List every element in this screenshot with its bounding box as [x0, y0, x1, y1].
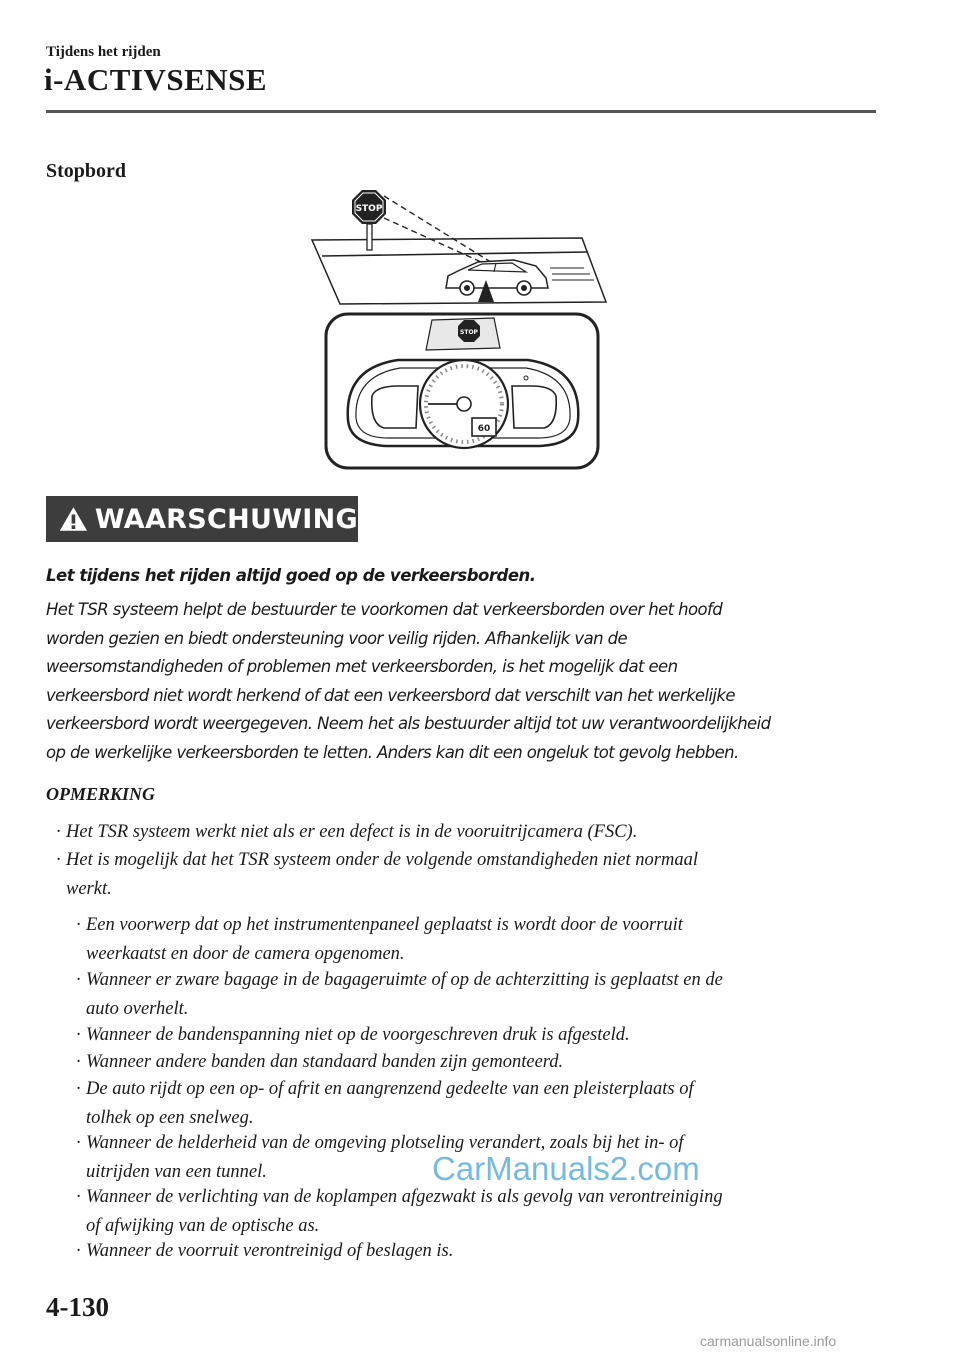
- bullet-dot: ·: [76, 1052, 81, 1072]
- bullet-line: Wanneer de bandenspanning niet op de voorgeschreven druk is afgesteld.: [86, 1025, 630, 1045]
- list-item: [76, 1075, 694, 1132]
- bullet-dot: ·: [76, 1025, 81, 1045]
- bullet-line: weerkaatst en door de camera opgenomen.: [86, 943, 405, 964]
- stop-sign-illustration: [300, 182, 620, 472]
- bullet-line: tolhek op een snelweg.: [86, 1107, 254, 1128]
- stop-sign-text: STOP: [355, 204, 383, 214]
- bullet-line: auto overhelt.: [86, 998, 189, 1019]
- warning-line: Het TSR systeem helpt de bestuurder te voorkomen dat verkeersborden over het hoofd: [46, 600, 723, 619]
- list-item: [56, 818, 637, 847]
- bullet-line: Het TSR systeem werkt niet als er een defect is in de vooruitrijcamera (FSC).: [66, 822, 638, 842]
- warning-label: WAARSCHUWING: [94, 503, 358, 535]
- bullet-dot: ·: [76, 1187, 81, 1207]
- bullet-line: Wanneer er zware bagage in de bagageruimte of op de achterzitting is geplaatst en de: [86, 970, 723, 990]
- list-item: [76, 911, 683, 968]
- warning-bold-line: Let tijdens het rijden altijd goed op de verkeersborden.: [46, 566, 536, 585]
- bullet-dot: ·: [76, 1241, 81, 1261]
- bullet-line: Wanneer de voorruit verontreinigd of beslagen is.: [86, 1241, 454, 1261]
- page-number: 4-130: [46, 1292, 109, 1322]
- cluster-stop-text: STOP: [460, 329, 478, 336]
- bullet-dot: ·: [56, 850, 61, 870]
- watermark-footer: carmanualsonline.info: [700, 1333, 837, 1349]
- bullet-line: De auto rijdt op een op- of afrit en aangrenzend gedeelte van een pleisterplaats of: [86, 1079, 694, 1099]
- bullet-line: Wanneer de helderheid van de omgeving plotseling verandert, zoals bij het in- of: [86, 1133, 684, 1153]
- warning-line: verkeersbord wordt weergegeven. Neem het als bestuurder altijd tot uw verantwoordelijkheid: [46, 714, 771, 733]
- warning-line: op de werkelijke verkeersborden te letten. Anders kan dit een ongeluk tot gevolg hebben.: [46, 742, 739, 762]
- list-item: [76, 1237, 453, 1266]
- warning-line: worden gezien en biedt ondersteuning voor veilig rijden. Afhankelijk van de: [46, 628, 628, 648]
- bullet-dot: ·: [76, 1133, 81, 1153]
- bullet-line: werkt.: [66, 878, 112, 899]
- note-title: OPMERKING: [46, 784, 156, 804]
- bullet-dot: ·: [76, 970, 81, 990]
- warning-banner: [46, 496, 358, 542]
- bullet-dot: ·: [76, 1079, 81, 1099]
- header-title: i-ACTIVSENSE: [44, 62, 268, 97]
- bullet-dot: ·: [76, 915, 81, 935]
- bullet-line: uitrijden van een tunnel.: [86, 1161, 267, 1182]
- list-item: [76, 1021, 630, 1050]
- watermark-carmanuals: CarManuals2.com: [432, 1150, 700, 1187]
- list-item: [76, 1048, 563, 1077]
- list-item: [76, 1183, 723, 1240]
- header-divider: [46, 110, 876, 113]
- bullet-line: of afwijking van de optische as.: [86, 1215, 320, 1236]
- warning-line: weersomstandigheden of problemen met verkeersborden, is het mogelijk dat een: [46, 657, 678, 676]
- list-item: [76, 966, 723, 1023]
- list-item: [56, 846, 698, 903]
- warning-text: [46, 596, 880, 767]
- warning-triangle-icon: [58, 504, 89, 534]
- warning-line: verkeersbord niet wordt herkend of dat een verkeersbord dat verschilt van het werkelijke: [46, 685, 735, 705]
- bullet-dot: ·: [56, 822, 61, 842]
- speed-readout: 60: [477, 424, 491, 434]
- bullet-line: Een voorwerp dat op het instrumentenpaneel geplaatst is wordt door de voorruit: [86, 915, 683, 935]
- section-title: Stopbord: [46, 160, 127, 182]
- bullet-line: Wanneer andere banden dan standaard banden zijn gemonteerd.: [86, 1052, 564, 1072]
- bullet-line: Wanneer de verlichting van de koplampen afgezwakt is als gevolg van verontreiniging: [86, 1187, 723, 1207]
- bullet-line: Het is mogelijk dat het TSR systeem onder de volgende omstandigheden niet normaal: [66, 850, 698, 870]
- header-section: Tijdens het rijden: [46, 44, 161, 60]
